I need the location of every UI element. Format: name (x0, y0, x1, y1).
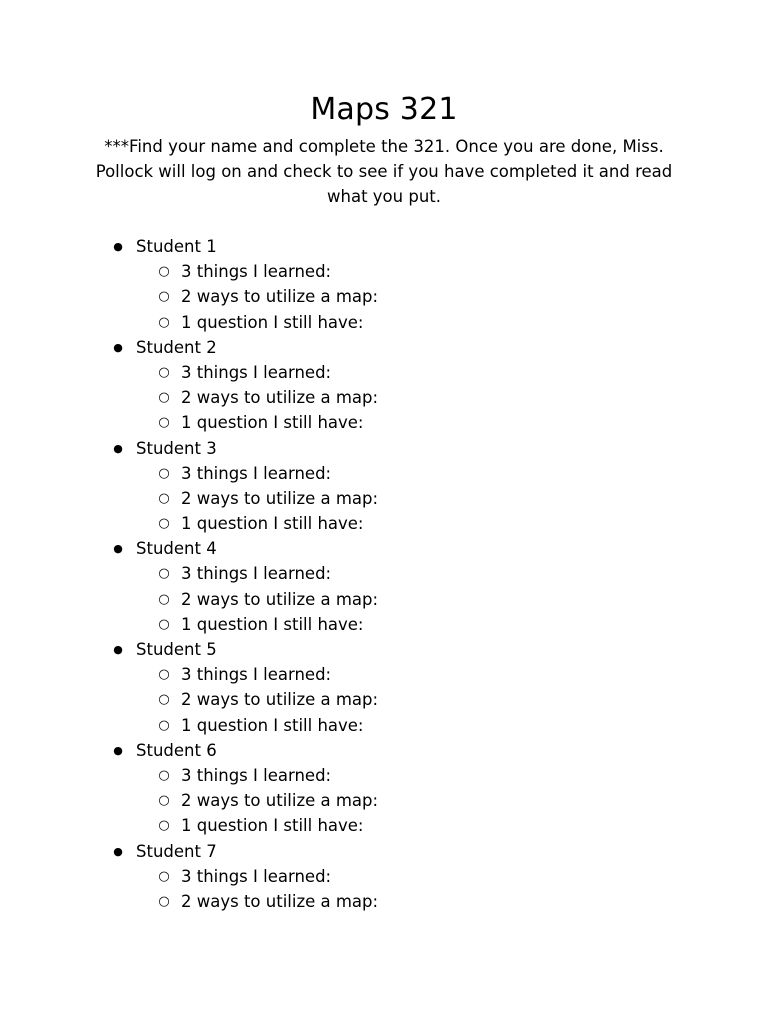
sub-bullet-icon: ○ (158, 490, 170, 506)
prompt-text: 2 ways to utilize a map: (181, 589, 379, 609)
prompt-text: 3 things I learned: (181, 262, 332, 282)
prompt-row (0, 561, 768, 586)
prompt-row (0, 813, 768, 838)
instructions-line: Pollock will log on and check to see if you have completed it and read (95, 162, 673, 181)
prompt-row (0, 310, 768, 335)
prompt-text: 2 ways to utilize a map: (181, 287, 379, 307)
sub-bullet-icon: ○ (158, 415, 170, 431)
prompt-row (0, 284, 768, 309)
prompt-text: 2 ways to utilize a map: (181, 690, 379, 710)
prompt-text: 1 question I still have: (181, 312, 364, 332)
bullet-icon: ● (113, 844, 123, 858)
prompt-text: 3 things I learned: (181, 765, 332, 785)
prompt-row (0, 511, 768, 536)
sub-bullet-icon: ○ (158, 767, 170, 783)
sub-bullet-icon: ○ (158, 793, 170, 809)
sub-bullet-icon: ○ (158, 516, 170, 532)
prompt-row (0, 687, 768, 712)
prompt-row (0, 662, 768, 687)
prompt-text: 1 question I still have: (181, 715, 364, 735)
prompt-row (0, 587, 768, 612)
prompt-row (0, 612, 768, 637)
student-row (0, 536, 768, 561)
sub-bullet-icon: ○ (158, 717, 170, 733)
instructions-line: ***Find your name and complete the 321. Once you are done, Miss. (104, 137, 664, 156)
prompt-row (0, 713, 768, 738)
bullet-icon: ● (113, 340, 123, 354)
prompt-row (0, 763, 768, 788)
student-row (0, 738, 768, 763)
student-entry (0, 335, 768, 436)
student-entry (0, 536, 768, 637)
prompt-text: 1 question I still have: (181, 514, 364, 534)
instructions (80, 134, 688, 209)
student-name: Student 2 (136, 337, 217, 357)
sub-bullet-icon: ○ (158, 314, 170, 330)
student-entry (0, 234, 768, 335)
sub-bullet-icon: ○ (158, 264, 170, 280)
student-name: Student 4 (136, 539, 217, 559)
prompt-text: 2 ways to utilize a map: (181, 388, 379, 408)
bullet-icon: ● (113, 542, 123, 556)
page-title: Maps 321 (310, 92, 458, 127)
sub-bullet-icon: ○ (158, 591, 170, 607)
prompt-row (0, 385, 768, 410)
sub-bullet-icon: ○ (158, 893, 170, 909)
student-row (0, 436, 768, 461)
prompt-text: 2 ways to utilize a map: (181, 488, 379, 508)
prompt-text: 3 things I learned: (181, 362, 332, 382)
prompt-text: 1 question I still have: (181, 614, 364, 634)
prompt-row (0, 889, 768, 914)
prompt-text: 3 things I learned: (181, 866, 332, 886)
prompt-row (0, 864, 768, 889)
student-name: Student 3 (136, 438, 217, 458)
student-row (0, 234, 768, 259)
student-name: Student 1 (136, 237, 217, 256)
sub-bullet-icon: ○ (158, 868, 170, 884)
prompt-row (0, 461, 768, 486)
prompt-text: 2 ways to utilize a map: (181, 891, 379, 911)
student-name: Student 6 (136, 740, 217, 760)
sub-bullet-icon: ○ (158, 289, 170, 305)
bullet-icon: ● (113, 643, 123, 656)
bullet-icon: ● (113, 240, 123, 253)
bullet-icon: ● (113, 743, 123, 757)
prompt-text: 2 ways to utilize a map: (181, 791, 379, 811)
sub-bullet-icon: ○ (158, 692, 170, 708)
sub-bullet-icon: ○ (158, 364, 170, 380)
sub-bullet-icon: ○ (158, 667, 170, 683)
student-entry (0, 839, 768, 915)
student-row (0, 839, 768, 864)
student-name: Student 7 (136, 841, 217, 861)
student-name: Student 5 (136, 640, 217, 659)
sub-bullet-icon: ○ (158, 390, 170, 406)
student-list (0, 234, 768, 914)
student-row (0, 637, 768, 662)
sub-bullet-icon: ○ (158, 616, 170, 632)
student-entry (0, 436, 768, 537)
prompt-row (0, 259, 768, 284)
prompt-text: 1 question I still have: (181, 816, 364, 836)
prompt-text: 1 question I still have: (181, 413, 364, 433)
sub-bullet-icon: ○ (158, 465, 170, 481)
prompt-text: 3 things I learned: (181, 564, 332, 584)
student-entry (0, 738, 768, 839)
student-entry (0, 637, 768, 738)
prompt-text: 3 things I learned: (181, 463, 332, 483)
prompt-row (0, 410, 768, 435)
sub-bullet-icon: ○ (158, 566, 170, 582)
prompt-row (0, 486, 768, 511)
bullet-icon: ● (113, 441, 123, 455)
prompt-row (0, 788, 768, 813)
prompt-row (0, 360, 768, 385)
student-row (0, 335, 768, 360)
sub-bullet-icon: ○ (158, 818, 170, 834)
prompt-text: 3 things I learned: (181, 665, 332, 685)
instructions-line: what you put. (327, 187, 441, 206)
